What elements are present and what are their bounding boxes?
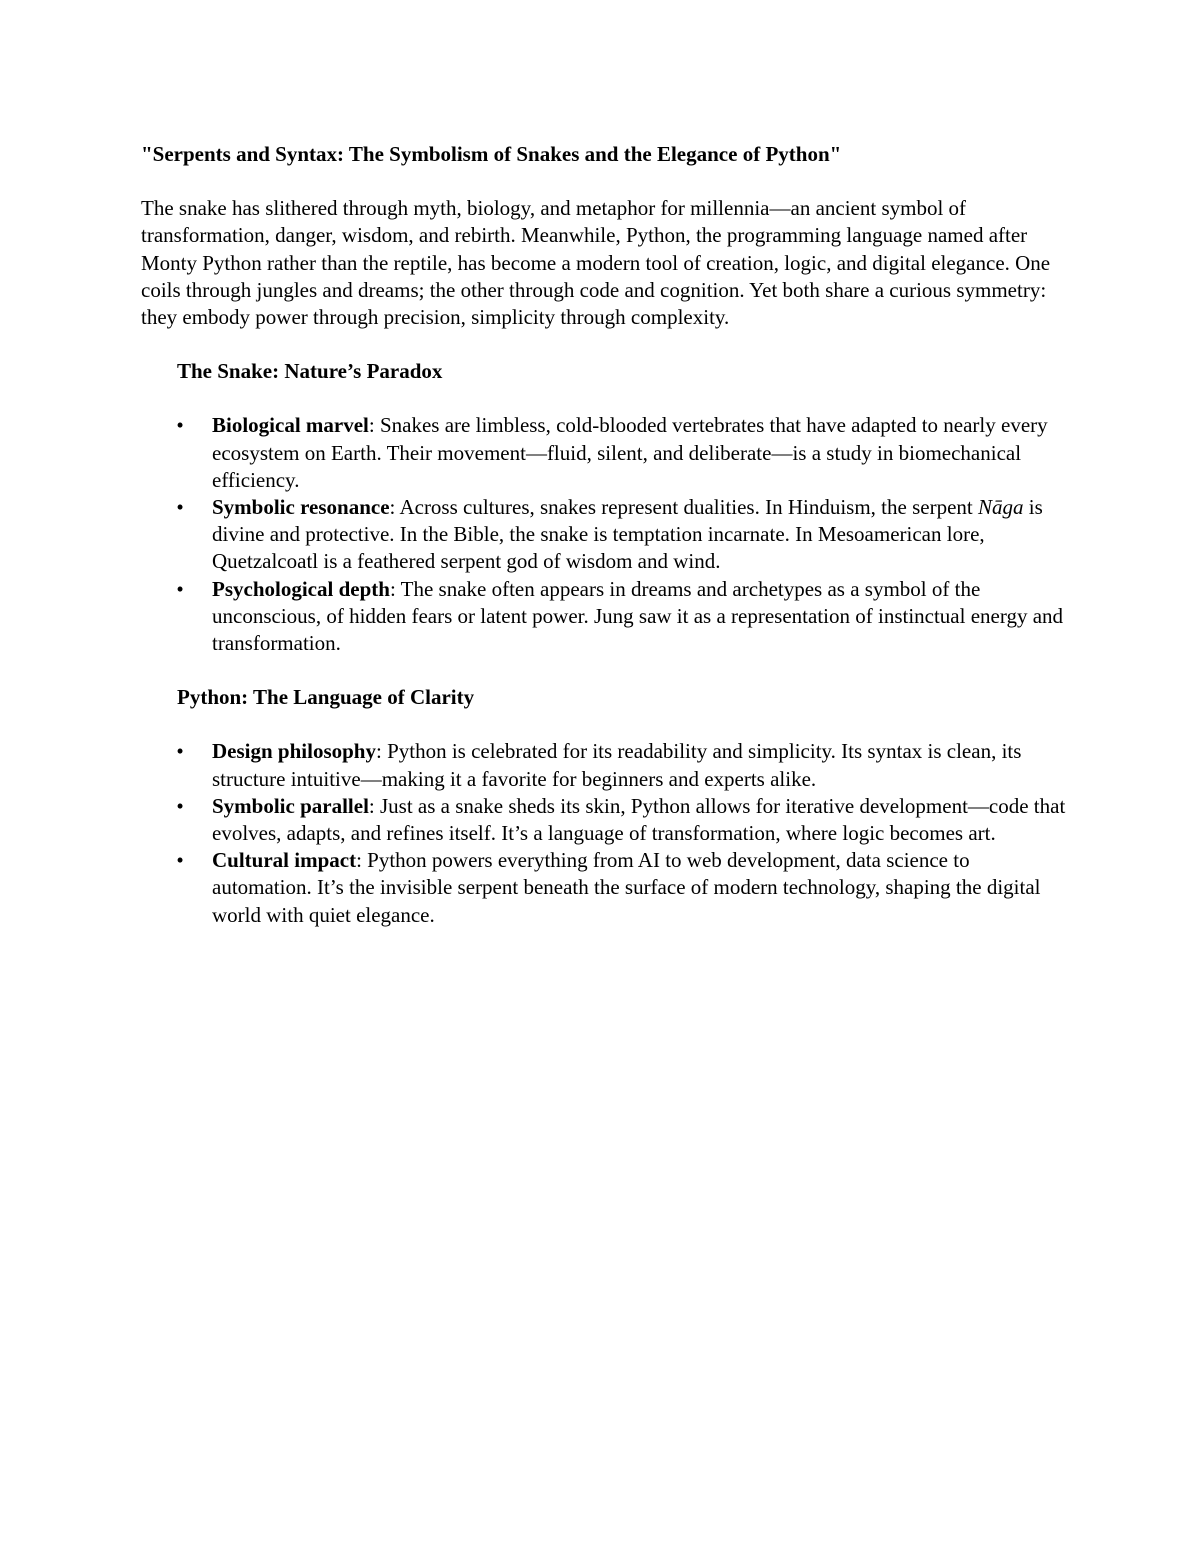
section-heading-snake: The Snake: Nature’s Paradox [177, 359, 443, 384]
item-term: Biological marvel [212, 413, 369, 438]
section-heading-python: Python: The Language of Clarity [177, 685, 475, 710]
item-text: : The snake often appears in dreams and archetypes as a symbol of the unconscious, of hidden fears or latent power. Jung saw it as a representation of instinctual energy and transformation. [212, 576, 1064, 656]
bullet-icon: • [176, 793, 184, 818]
item-text: : Just as a snake sheds its skin, Python allows for iterative development—code that evolves, adapts, and refines itself. It’s a language of transformation, where logic becomes art. [212, 793, 1066, 846]
bullet-list-snake [141, 412, 1066, 657]
item-text: : Python powers everything from AI to web development, data science to automation. It’s the invisible serpent beneath the surface of modern technology, shaping the digital world with quiet elegance. [212, 848, 1041, 927]
list-item [141, 847, 1066, 929]
item-term: Design philosophy [212, 739, 376, 764]
item-term: Symbolic parallel [212, 793, 369, 818]
bullet-icon: • [176, 848, 184, 873]
bullet-list-python [141, 738, 1066, 928]
bullet-icon: • [176, 495, 184, 520]
item-term: Psychological depth [212, 576, 390, 601]
item-text: : Across cultures, snakes represent dualities. In Hinduism, the serpent [389, 495, 978, 520]
list-item [141, 412, 1066, 494]
list-item [141, 793, 1066, 847]
list-item [141, 576, 1066, 658]
bullet-icon: • [176, 739, 184, 764]
item-term: Symbolic resonance [212, 495, 390, 520]
bullet-icon: • [176, 413, 184, 438]
bullet-icon: • [176, 576, 184, 601]
document-title: "Serpents and Syntax: The Symbolism of Snakes and the Elegance of Python" [141, 142, 842, 166]
item-text-continued: is divine and protective. In the Bible, the snake is temptation incarnate. In Mesoamerican lore, Quetzalcoatl is a feathered serpent god of wisdom and wind. [212, 495, 1043, 574]
list-item [141, 494, 1066, 576]
list-item [141, 738, 1066, 792]
item-text: : Snakes are limbless, cold-blooded vertebrates that have adapted to nearly every ecosystem on Earth. Their movement—fluid, silent, and deliberate—is a study in biomechanical efficiency. [212, 413, 1048, 492]
intro-paragraph: The snake has slithered through myth, biology, and metaphor for millennia—an ancient symbol of transformation, danger, wisdom, and rebirth. Meanwhile, Python, the programming language named after Monty Python rather than the reptile, has become a modern tool of creation, logic, and digital elegance. One coils through jungles and dreams; the other through code and cognition. Yet both share a curious symmetry: they embody power through precision, simplicity through complexity. [141, 196, 1051, 330]
item-italic-term: Nāga [977, 495, 1024, 520]
item-term: Cultural impact [212, 848, 357, 873]
item-text: : Python is celebrated for its readability and simplicity. Its syntax is clean, its structure intuitive—making it a favorite for beginners and experts alike. [212, 739, 1022, 791]
document-body [141, 141, 1066, 929]
